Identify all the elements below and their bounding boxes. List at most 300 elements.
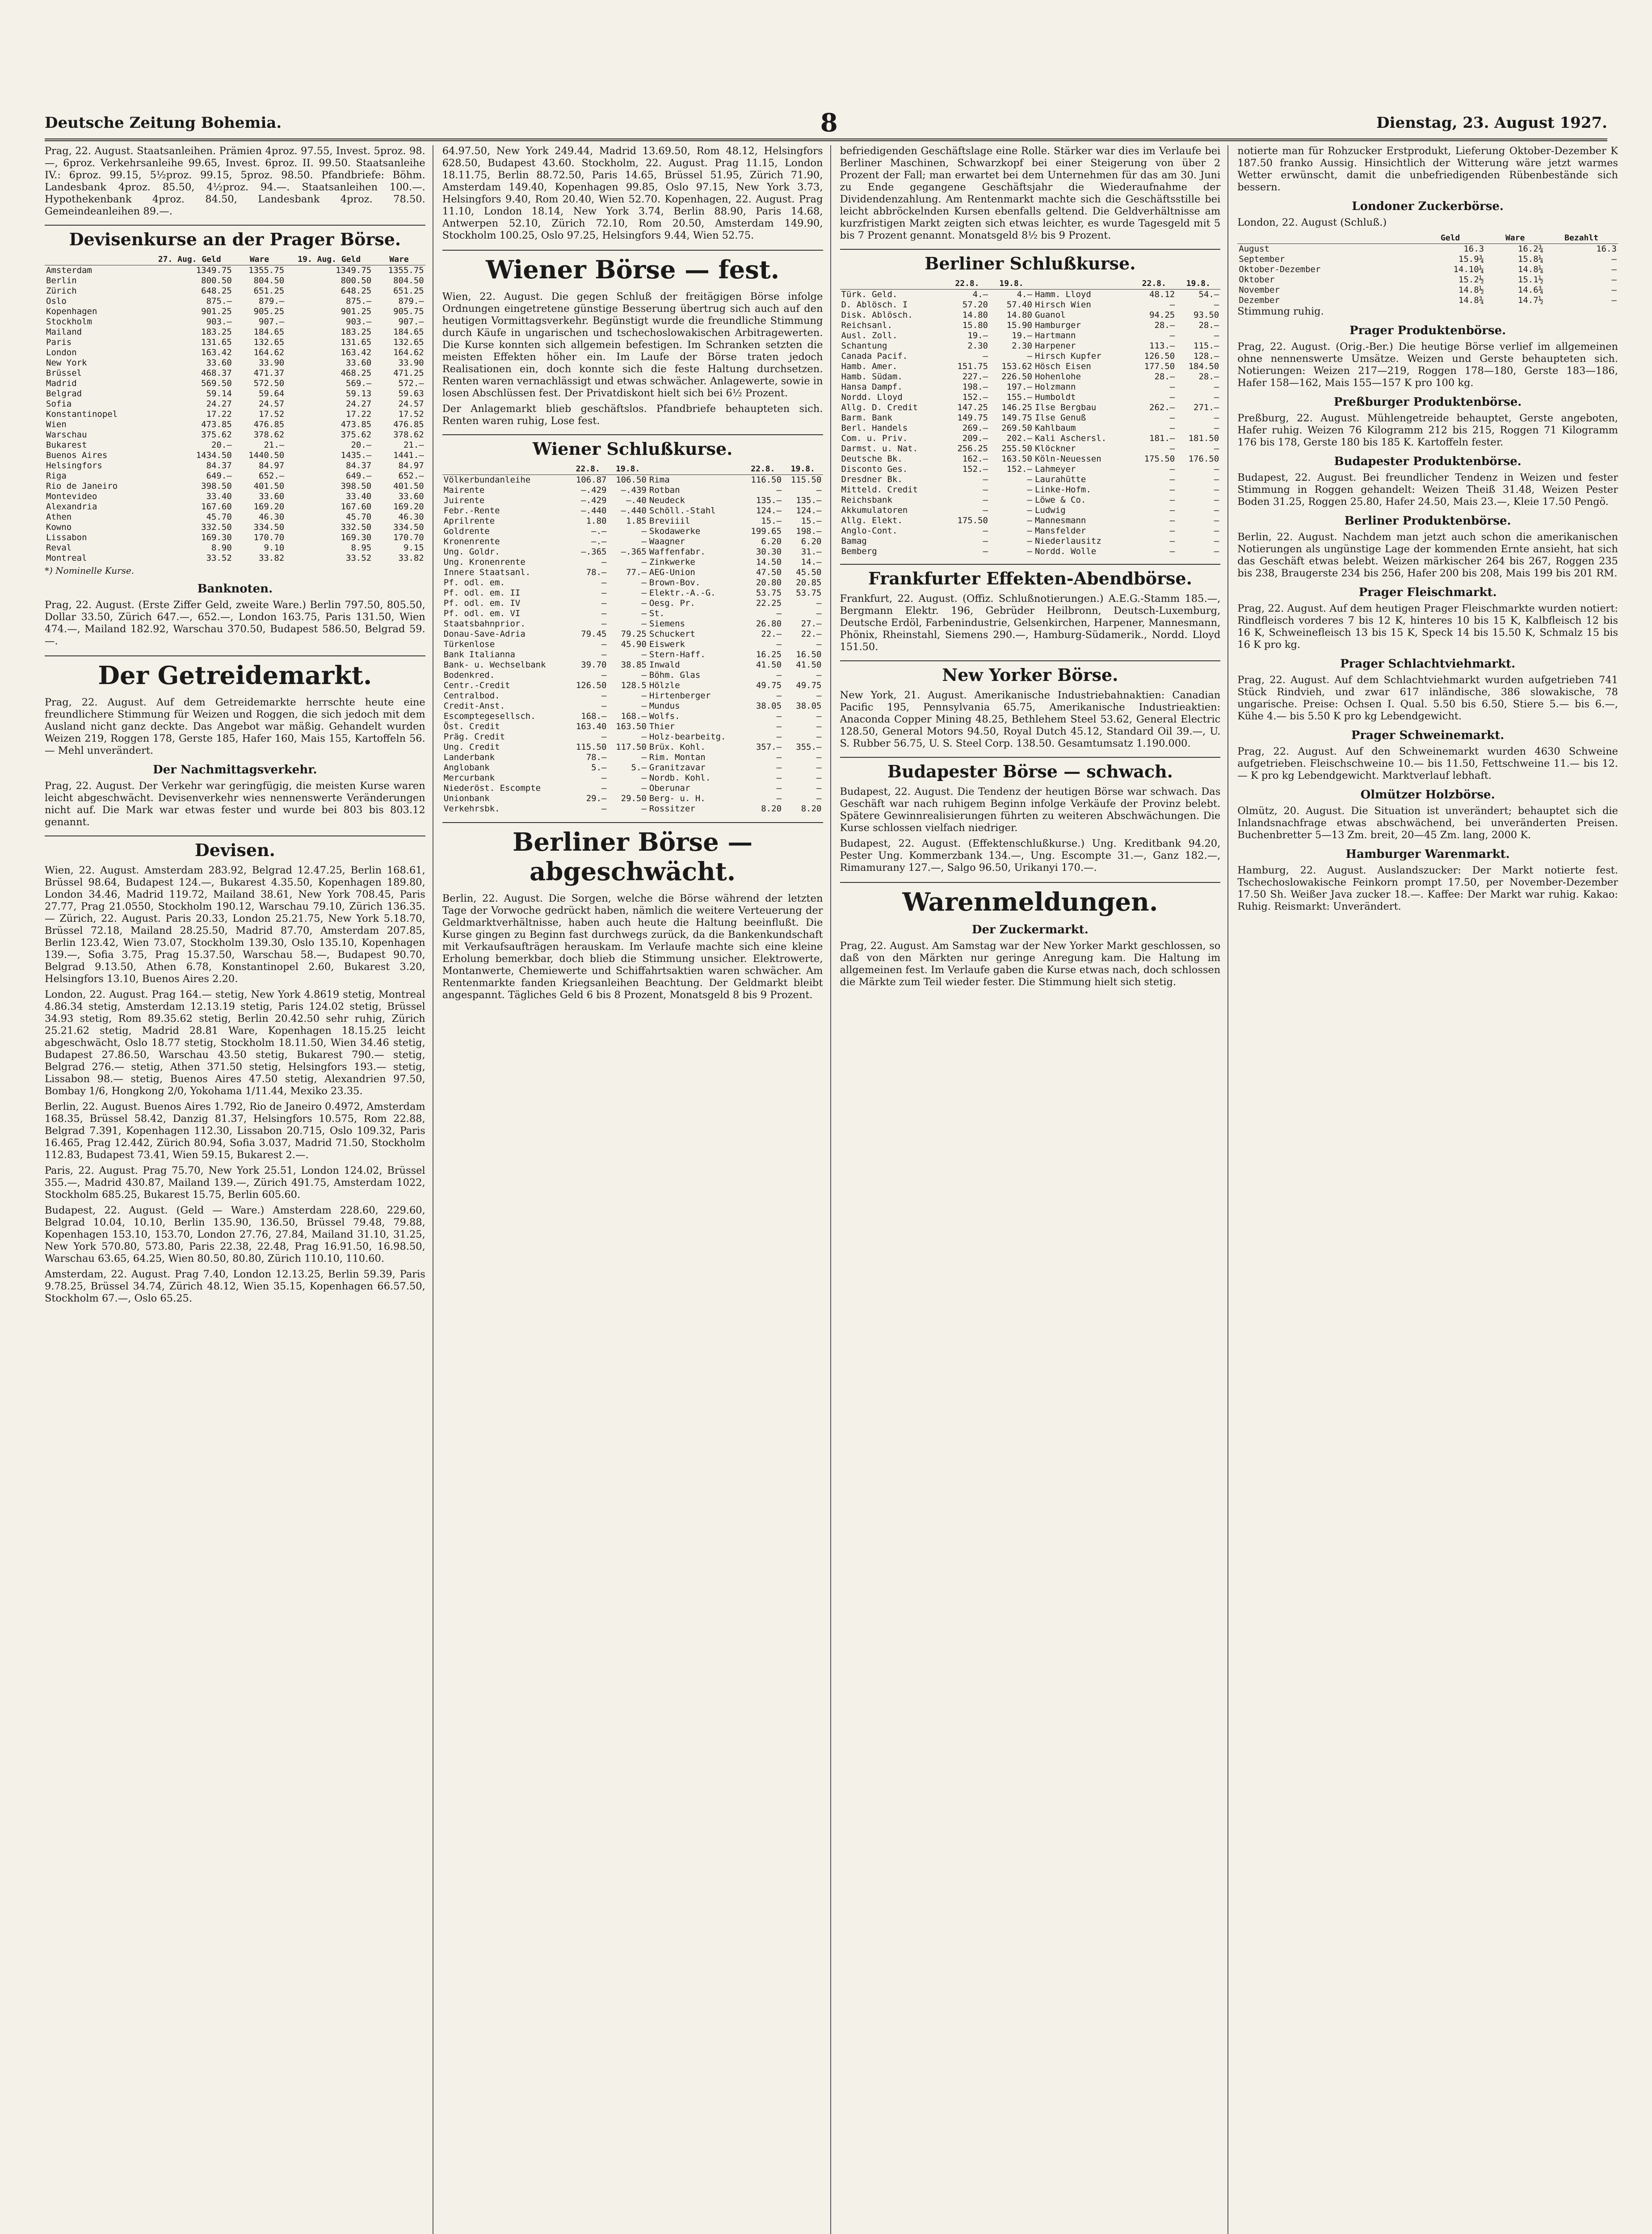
table-cell: Hösch Eisen — [1034, 361, 1091, 371]
berliner-schlusskurse-table — [840, 278, 1221, 557]
table-cell: 132.65 — [393, 337, 424, 347]
paper-title: Deutsche Zeitung Bohemia. — [45, 114, 282, 132]
table-cell: — — [641, 578, 647, 588]
table-cell: — — [776, 670, 782, 680]
table-cell: 332.50 — [201, 522, 232, 532]
table-cell: Kronenrente — [443, 537, 500, 546]
table-cell: — — [776, 783, 782, 793]
table-cell: Paris — [46, 337, 72, 347]
table-cell: — — [1611, 254, 1617, 264]
table-cell: 15.— — [761, 516, 782, 526]
table-cell: Hohenlohe — [1034, 372, 1081, 382]
table-cell: — — [816, 794, 822, 803]
table-cell: 39.70 — [581, 660, 607, 670]
table-cell: Thier — [649, 722, 675, 731]
table-row — [442, 763, 823, 773]
table-cell: Anglo-Cont. — [841, 526, 898, 536]
table-cell: 33.52 — [206, 553, 232, 563]
table-cell: — — [641, 588, 647, 598]
table-cell: 227.— — [962, 372, 988, 382]
table-cell: Hamb. Amer. — [841, 361, 898, 371]
table-cell: — — [1611, 295, 1617, 305]
table-cell: Barm. Bank — [841, 413, 892, 423]
table-cell: — — [1214, 505, 1219, 515]
table-cell: Helsingfors — [46, 461, 102, 470]
table-row — [442, 742, 823, 752]
table-row — [840, 485, 1221, 495]
table-cell: 147.25 — [957, 403, 988, 412]
table-cell: Riga — [46, 471, 67, 481]
table-cell: Berlin — [46, 276, 77, 286]
table-cell: 8.20 — [761, 804, 782, 814]
table-cell: 84.97 — [398, 461, 424, 470]
table-row — [442, 773, 823, 783]
table-cell: 163.40 — [576, 722, 607, 731]
table-cell: — — [1214, 300, 1219, 310]
table-cell: —.365 — [581, 547, 607, 557]
table-cell: Breviiil — [649, 516, 690, 526]
table-cell: 355.— — [796, 742, 822, 752]
bs-col-header: 22.8. — [945, 278, 989, 290]
devisen-heading: Devisen. — [45, 836, 425, 860]
table-row — [45, 307, 425, 317]
table-row — [840, 413, 1221, 423]
table-cell: 357.— — [756, 742, 782, 752]
table-cell: Oberunar — [649, 783, 690, 793]
table-cell: 146.25 — [1001, 403, 1032, 412]
table-row — [840, 423, 1221, 433]
table-cell: Niederlausitz — [1034, 536, 1101, 546]
schweinemarkt-heading: Prager Schweinemarkt. — [1351, 729, 1505, 742]
table-row — [1237, 295, 1618, 306]
londoner-zucker-note: Stimmung ruhig. — [1237, 306, 1324, 317]
table-cell: 262.— — [1149, 403, 1175, 412]
table-cell: Stockholm — [46, 317, 92, 327]
londoner-zucker-heading: Londoner Zuckerbörse. — [1352, 200, 1504, 213]
table-cell: 79.45 — [581, 629, 607, 639]
table-cell: 33.40 — [206, 491, 232, 501]
table-cell: Mansfelder — [1034, 526, 1086, 536]
table-cell: — — [1169, 392, 1175, 402]
table-cell: — — [601, 557, 607, 567]
table-cell: Mundus — [649, 701, 680, 711]
table-cell: — — [601, 578, 607, 588]
table-row — [840, 475, 1221, 485]
londoner-zucker-table — [1237, 232, 1618, 306]
table-cell: — — [816, 763, 822, 773]
table-cell: — — [776, 763, 782, 773]
table-cell: 14.8½ — [1458, 285, 1484, 295]
table-cell: 334.50 — [253, 522, 285, 532]
table-row — [840, 382, 1221, 392]
table-cell: — — [776, 794, 782, 803]
table-row — [442, 506, 823, 516]
table-cell: — — [1169, 464, 1175, 474]
table-cell: 33.52 — [346, 553, 372, 563]
table-cell: 33.90 — [398, 358, 424, 368]
table-cell: 113.— — [1149, 341, 1175, 351]
table-cell: 38.85 — [621, 660, 647, 670]
table-row — [442, 516, 823, 526]
table-cell: 6.20 — [801, 537, 822, 546]
table-row — [1237, 275, 1618, 285]
table-cell: 49.75 — [796, 680, 822, 690]
holzboerse-heading: Olmützer Holzbörse. — [1360, 788, 1495, 802]
table-cell: Bukarest — [46, 440, 87, 450]
table-cell: August — [1239, 244, 1269, 254]
table-cell: Disconto Ges. — [841, 464, 908, 474]
table-cell: Verkehrsbk. — [443, 804, 500, 814]
table-cell: —.— — [591, 526, 607, 536]
table-cell: 115.— — [1194, 341, 1219, 351]
table-row — [45, 430, 425, 440]
table-cell: — — [601, 598, 607, 608]
table-cell: 177.50 — [1144, 361, 1175, 371]
table-cell: Madrid — [46, 378, 77, 388]
table-cell: Brown-Bov. — [649, 578, 701, 588]
table-cell: — — [641, 691, 647, 701]
table-cell: 168.— — [621, 711, 647, 721]
table-cell: — — [1169, 536, 1175, 546]
table-cell: — — [816, 711, 822, 721]
table-row — [45, 337, 425, 348]
table-cell: — — [983, 536, 988, 546]
bs-col-header: 19.8. — [989, 278, 1034, 290]
schlachtvieh-text: Prag, 22. August. Auf dem Schlachtviehmarkt wurden aufgetrieben 741 Stück Rindvieh, und zwar 617 inländische, 386 slowakische, 78 ungarische. Preise: Ochsen I. Qual. 5.50 bis 6.50, Stiere 5.— bis 6.—, Kühe 4.— bis 5.50 K pro kg Lebendgewicht. — [1237, 674, 1618, 722]
table-cell: 1441.— — [393, 450, 424, 460]
table-cell: — — [1027, 546, 1032, 556]
table-cell: Völkerbundanleihe — [443, 475, 531, 485]
table-row — [442, 629, 823, 639]
table-cell: Montevideo — [46, 491, 97, 501]
table-cell: Mannesmann — [1034, 516, 1086, 525]
table-cell: — — [776, 773, 782, 783]
table-cell: 901.25 — [340, 307, 372, 316]
table-cell: Waagner — [649, 537, 685, 546]
table-cell: 8.20 — [801, 804, 822, 814]
table-cell: Nordd. Wolle — [1034, 546, 1097, 556]
bs-col-header — [840, 278, 946, 290]
table-cell: — — [776, 639, 782, 649]
table-cell: 14.8¾ — [1458, 295, 1484, 305]
table-cell: — — [1169, 526, 1175, 536]
table-cell: Hirsch Kupfer — [1034, 351, 1101, 361]
table-cell: Anglobank — [443, 763, 490, 773]
table-cell: — — [1027, 351, 1032, 361]
table-cell: — — [1027, 485, 1032, 495]
table-cell: — — [601, 650, 607, 659]
table-cell: Akkumulatoren — [841, 505, 908, 515]
table-cell: Donau-Save-Adria — [443, 629, 525, 639]
budapester-schluss-text: Budapest, 22. August. (Effektenschlußkurse.) Ung. Kreditbank 94.20, Pester Ung. Kommerzbank 134.—, Ung. Escompte 31.—, Ganz 182.—, Rimamurany 127.—, Salgo 96.50, Urikanyi 170.—. — [840, 838, 1221, 873]
table-row — [840, 444, 1221, 454]
table-cell: — — [816, 598, 822, 608]
table-cell: 59.63 — [398, 389, 424, 399]
table-cell: — — [1214, 526, 1219, 536]
table-cell: 22.25 — [756, 598, 782, 608]
table-cell: 124.— — [756, 506, 782, 516]
table-cell: 202.— — [1006, 433, 1032, 443]
table-cell: 4.— — [972, 290, 988, 299]
column-4 — [1237, 145, 1625, 2234]
table-cell: 78.— — [586, 567, 607, 577]
table-cell: 905.75 — [393, 307, 424, 316]
table-cell: 84.97 — [259, 461, 285, 470]
table-cell: 183.25 — [201, 327, 232, 337]
table-cell: — — [776, 711, 782, 721]
table-cell: 184.65 — [253, 327, 285, 337]
table-cell: 169.20 — [253, 502, 285, 512]
table-row — [45, 543, 425, 553]
table-cell: 59.64 — [259, 389, 285, 399]
table-cell: 9.10 — [264, 543, 285, 553]
column-1 — [45, 145, 433, 2234]
table-cell: — — [1214, 413, 1219, 423]
newyork-heading: New Yorker Börse. — [840, 660, 1221, 685]
table-cell: 476.85 — [393, 420, 424, 429]
table-cell: AEG-Union — [649, 567, 695, 577]
table-cell: 48.12 — [1149, 290, 1175, 299]
table-cell: — — [816, 722, 822, 731]
table-cell: 135.— — [796, 496, 822, 505]
table-cell: 163.42 — [201, 348, 232, 357]
table-cell: Schantung — [841, 341, 887, 351]
table-row — [442, 711, 823, 722]
table-cell: 45.70 — [206, 512, 232, 522]
table-cell: 15.— — [801, 516, 822, 526]
table-row — [45, 265, 425, 276]
table-row — [442, 752, 823, 763]
table-cell: 169.30 — [340, 533, 372, 542]
table-cell: Pf. odl. em. II — [443, 588, 521, 598]
devisen-budapest: Budapest, 22. August. (Geld — Ware.) Amsterdam 228.60, 229.60, Belgrad 10.04, 10.10, Berlin 135.90, 136.50, Brüssel 79.48, 79.88, Kopenhagen 153.10, 153.70, London 27.76, 27.84, Mailand 31.10, 31.25, New York 570.80, 573.80, Paris 22.38, 22.48, Prag 16.91.50, 16.98.50, Warschau 63.65, 64.25, Wien 80.50, 80.80, Zürich 110.10, 110.60. — [45, 1205, 425, 1264]
table-row — [45, 420, 425, 430]
table-cell: — — [1214, 475, 1219, 484]
table-cell: 875.— — [346, 296, 372, 306]
table-cell: Holz-bearbeitg. — [649, 732, 726, 742]
table-row — [45, 368, 425, 378]
table-cell: 22.— — [801, 629, 822, 639]
table-cell: Com. u. Priv. — [841, 433, 908, 443]
table-cell: —.440 — [581, 506, 607, 516]
table-cell: — — [1169, 382, 1175, 392]
table-row — [442, 588, 823, 598]
table-cell: Harpener — [1034, 341, 1076, 351]
table-cell: Febr.-Rente — [443, 506, 500, 516]
table-cell: Warschau — [46, 430, 87, 440]
devisenkurse-heading: Devisenkurse an der Prager Börse. — [45, 225, 425, 249]
table-cell: 17.52 — [259, 409, 285, 419]
berlin-continued-text: befriedigenden Geschäftslage eine Rolle. Stärker war dies im Verlaufe bei Berliner Maschinen, Schwarzkopf bei einer Steigerung von über 2 Prozent der Fall; man erwartet bei dem Unternehmen für das am 30. Juni zu Ende gegangene Geschäftsjahr die Wiederaufnahme der Dividendenzahlung. Am Rentenmarkt machte sich die Geschäftsstille bei leicht abbröckelnden Kursen ebenfalls geltend. Die Geldverhältnisse am kurzfristigen Markt zeigten sich etwas leichter, es wurde Tagesgeld mit 5 bis 7 Prozent genannt. Monatsgeld 8½ bis 9 Prozent. — [840, 145, 1221, 241]
table-cell: Staatsbahnprior. — [443, 619, 525, 629]
zucker-continued-text: notierte man für Rohzucker Erstprodukt, Lieferung Oktober-Dezember K 187.50 franko Aussig. Hinsichtlich der Witterung wäre jetzt warmes Wetter erwünscht, damit die unbefriedigenden Rübenbestände sich bessern. — [1237, 145, 1618, 193]
table-cell: 126.50 — [576, 680, 607, 690]
table-cell: Stern-Haff. — [649, 650, 706, 659]
table-cell: St. — [649, 609, 665, 618]
table-cell: 378.62 — [393, 430, 424, 440]
table-cell: Öst. Credit — [443, 722, 500, 731]
table-cell: — — [776, 732, 782, 742]
table-cell: 15.8¼ — [1517, 254, 1544, 264]
table-cell: 24.27 — [206, 399, 232, 409]
table-cell: 132.65 — [253, 337, 285, 347]
table-cell: — — [1169, 444, 1175, 454]
table-row — [442, 619, 823, 629]
table-cell: 1.85 — [626, 516, 647, 526]
table-cell: Humboldt — [1034, 392, 1076, 402]
table-cell: 33.82 — [398, 553, 424, 563]
budapest-produkten-heading: Budapester Produktenbörse. — [1334, 455, 1522, 468]
table-cell: Sofia — [46, 399, 72, 409]
banknoten-text: Prag, 22. August. (Erste Ziffer Geld, zweite Ware.) Berlin 797.50, 805.50, Dollar 33.50, Zürich 647.—, 652.—, London 163.75, Paris 131.50, Wien 474.—, Mailand 182.92, Warschau 370.50, Budapest 586.50, Belgrad 59.—. — [45, 599, 425, 647]
table-cell: 1.80 — [586, 516, 607, 526]
table-cell: — — [776, 691, 782, 701]
table-cell: 199.65 — [751, 526, 782, 536]
table-cell: — — [1214, 495, 1219, 505]
table-cell: London — [46, 348, 77, 357]
table-cell: Ung. Credit — [443, 742, 500, 752]
table-cell: 176.50 — [1188, 454, 1219, 464]
table-cell: 153.62 — [1001, 361, 1032, 371]
lz-col-header: Ware — [1485, 232, 1545, 244]
table-cell: — — [1214, 331, 1219, 340]
table-cell: 53.75 — [756, 588, 782, 598]
lz-col-header: Bezahlt — [1545, 232, 1618, 244]
table-cell: Niederöst. Escompte — [443, 783, 541, 793]
table-row — [45, 553, 425, 563]
table-cell: — — [1169, 495, 1175, 505]
table-cell: 476.85 — [253, 420, 285, 429]
table-cell: — — [601, 588, 607, 598]
table-cell: 14.10¼ — [1453, 265, 1484, 274]
table-cell: 17.22 — [346, 409, 372, 419]
table-cell: 903.— — [206, 317, 232, 327]
table-cell: Waffenfabr. — [649, 547, 706, 557]
table-cell: — — [601, 619, 607, 629]
table-cell: —.40 — [626, 496, 647, 505]
table-cell: Bank Italianna — [443, 650, 515, 659]
devisen-wien-zuerich: Wien, 22. August. Amsterdam 283.92, Belgrad 12.47.25, Berlin 168.61, Brüssel 98.64, Budapest 124.—, Bukarest 4.35.50, Kopenhagen 189.80, London 34.46, Madrid 119.72, Mailand 38.61, New York 708.45, Paris 27.77, Prag 21.0550, Stockholm 190.12, Warschau 79.10, Zürich 136.35. — Zürich, 22. August. Paris 20.33, London 25.21.75, New York 5.18.70, Brüssel 72.18, Mailand 28.25.50, Madrid 87.70, Amsterdam 207.85, Berlin 123.42, Wien 73.07, Stockholm 139.30, Oslo 135.10, Kopenhagen 139.—, Sofia 3.75, Prag 15.37.50, Warschau 58.—, Budapest 90.70, Belgrad 9.13.50, Athen 6.78, Konstantinopel 2.60, Bukarest 3.20, Helsingfors 13.10, Buenos Aires 2.20. — [45, 865, 425, 985]
table-row — [442, 496, 823, 506]
table-row — [1237, 254, 1618, 265]
table-cell: 164.62 — [393, 348, 424, 357]
table-cell: 38.05 — [796, 701, 822, 711]
table-cell: Dresdner Bk. — [841, 475, 903, 484]
table-cell: — — [1027, 495, 1032, 505]
table-cell: — — [983, 485, 988, 495]
table-cell: 4.— — [1017, 290, 1032, 299]
table-cell: 1440.50 — [248, 450, 285, 460]
table-cell: 24.57 — [398, 399, 424, 409]
table-cell: — — [601, 639, 607, 649]
table-cell: Oslo — [46, 296, 67, 306]
table-cell: — — [1214, 536, 1219, 546]
table-cell: — — [983, 495, 988, 505]
table-cell: —.429 — [581, 496, 607, 505]
table-cell: — — [816, 670, 822, 680]
table-cell: Disk. Ablösch. — [841, 310, 913, 320]
table-cell: 29.— — [586, 794, 607, 803]
table-cell: 21.— — [403, 440, 424, 450]
schweinemarkt-text: Prag, 22. August. Auf den Schweinemarkt wurden 4630 Schweine aufgetrieben. Fleischschweine 10.— bis 11.50, Fettschweine 11.— bis 12.— K pro kg Lebendgewicht. Marktverlauf lebhaft. — [1237, 746, 1618, 781]
table-cell: 8.90 — [211, 543, 232, 553]
table-cell: Pf. odl. em. IV — [443, 598, 521, 608]
table-cell: 181.50 — [1188, 433, 1219, 443]
table-cell: — — [601, 701, 607, 711]
table-cell: 155.— — [1006, 392, 1032, 402]
table-cell: — — [1214, 485, 1219, 495]
table-cell: 17.22 — [206, 409, 232, 419]
table-cell: 15.90 — [1006, 320, 1032, 330]
anlagemarkt-text: Der Anlagemarkt blieb geschäftslos. Pfandbriefe behaupteten sich. Renten waren ruhig, Lose fest. — [442, 403, 823, 427]
table-cell: Reichsbank — [841, 495, 892, 505]
wiener-schlusskurse-heading: Wiener Schlußkurse. — [442, 434, 823, 459]
table-cell: — — [1611, 275, 1617, 285]
table-cell: 53.75 — [796, 588, 822, 598]
table-cell: 14.— — [801, 557, 822, 567]
table-cell: — — [816, 752, 822, 762]
table-cell: Mairente — [443, 485, 485, 495]
table-cell: 17.52 — [398, 409, 424, 419]
table-cell: — — [1169, 505, 1175, 515]
table-cell: 19.— — [1012, 331, 1032, 340]
table-cell: Ung. Goldr. — [443, 547, 500, 557]
table-cell: 163.50 — [1001, 454, 1032, 464]
table-cell: 41.50 — [756, 660, 782, 670]
table-row — [45, 327, 425, 337]
table-cell: — — [1169, 485, 1175, 495]
table-cell: 126.50 — [1144, 351, 1175, 361]
table-cell: Darmst. u. Nat. — [841, 444, 918, 454]
table-cell: 903.— — [346, 317, 372, 327]
table-row — [442, 639, 823, 650]
table-cell: — — [1169, 516, 1175, 525]
table-cell: — — [641, 804, 647, 814]
table-cell: — — [816, 609, 822, 618]
table-cell: Bamag — [841, 536, 867, 546]
zuckermarkt-heading: Der Zuckermarkt. — [971, 923, 1089, 936]
table-cell: Laurahütte — [1034, 475, 1086, 484]
table-cell: 54.— — [1198, 290, 1219, 299]
table-cell: — — [776, 722, 782, 731]
table-cell: — — [816, 485, 822, 495]
table-cell: 256.25 — [957, 444, 988, 454]
table-cell: — — [601, 609, 607, 618]
table-cell: — — [1027, 516, 1032, 525]
table-cell: — — [983, 351, 988, 361]
table-cell: — — [1214, 464, 1219, 474]
table-cell: Mercurbank — [443, 773, 495, 783]
table-cell: 33.60 — [259, 491, 285, 501]
table-row — [442, 701, 823, 711]
table-cell: 170.70 — [253, 533, 285, 542]
table-cell: 33.60 — [346, 358, 372, 368]
nachmittag-text: Prag, 22. August. Der Verkehr war geringfügig, die meisten Kurse waren leicht abgeschwächt. Devisenverkehr wies nennenswerte Veränderungen nicht auf. Die Mark war etwas fester und wurde bei 803 bis 803.12 genannt. — [45, 780, 425, 828]
table-cell: — — [983, 475, 988, 484]
lz-col-header — [1237, 232, 1415, 244]
budapester-text: Budapest, 22. August. Die Tendenz der heutigen Börse war schwach. Das Geschäft war nach ruhigem Beginn infolge Verkäufe der Provinz belebt. Spätere Gewinnrealisierungen führten zu weiteren Abschwächungen. Die Kurse schlossen vielfach niedriger. — [840, 786, 1221, 834]
table-cell: 271.— — [1194, 403, 1219, 412]
table-cell: 15.2½ — [1458, 275, 1484, 285]
table-cell: — — [1169, 423, 1175, 433]
table-cell: 78.— — [586, 752, 607, 762]
table-cell: 1349.75 — [336, 265, 372, 275]
table-row — [442, 578, 823, 588]
table-cell: 20.80 — [756, 578, 782, 588]
column-3 — [840, 145, 1229, 2234]
table-cell: 77.— — [626, 567, 647, 577]
table-cell: 804.50 — [393, 276, 424, 286]
